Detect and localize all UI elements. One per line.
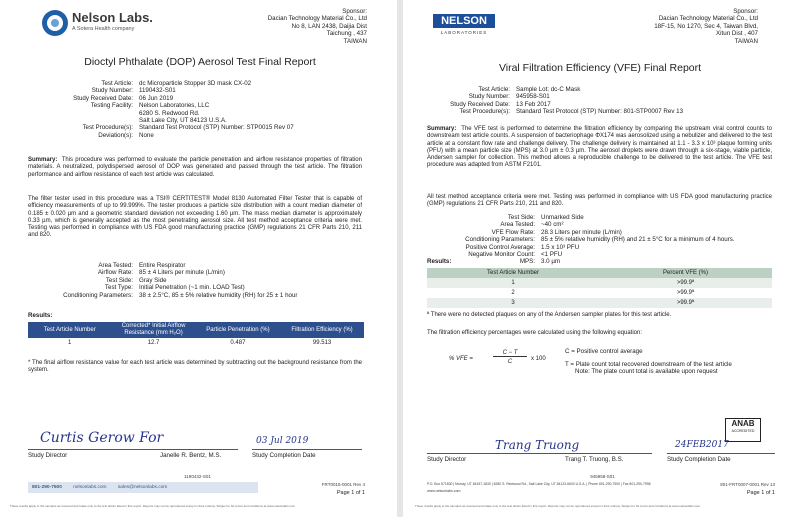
condition-label: VFE Flow Rate: <box>491 228 535 236</box>
footer-fine-print: These results apply to the samples as received and relate only to the test article listed in this report. Reports may not be reproduced except in their entirety. Subject to NL terms and conditions at www.nelsonlabs.com <box>415 504 701 508</box>
table-row <box>427 278 772 288</box>
table-cell: 3 <box>427 298 599 308</box>
sponsor-label: Sponsor: <box>342 8 367 15</box>
compliance-paragraph: All test method acceptance criteria were met. Testing was performed in compliance with US FDA good manufacturing practice (GMP) regulations 21 CFR Parts 210, 211 and 820. <box>427 194 772 208</box>
sponsor-block <box>578 8 758 45</box>
method-paragraph: The filter tester used in this procedure was a TSI® CERTITEST® Model 8130 Automated Filter Tester that is capable of efficiency measurements of up to 99.999%. The tester produces a particle size distribution with a count median diameter of 0.185 ± 0.020 µm and a geometric standard deviation not exceeding 1.60 µm. The mass median diameter is approximately 0.33 µm, which is generally accepted as the most penetrating aerosol size. All test method acceptance criteria were met. Testing was performed in compliance with US FDA good manufacturing practice (GMP) regulations 21 CFR Parts 210, 211 and 820. <box>28 196 362 239</box>
dop-results-table <box>28 322 364 347</box>
summary-label: Summary: <box>427 126 457 132</box>
equation-numerator: C − T <box>493 350 527 357</box>
date-signature: 03 Jul 2019 <box>256 436 309 446</box>
footnote: ª There were no detected plaques on any of the Andersen sampler plates for this test article. <box>427 312 672 318</box>
table-header-row <box>28 322 364 338</box>
results-label: Results: <box>427 258 452 265</box>
table-header: Particle Penetration (%) <box>196 322 280 338</box>
equation-t-definition: T = Plate count total recovered downstream of the test article <box>565 361 732 368</box>
footer-email[interactable]: sales@nelsonlabs.com <box>117 485 168 490</box>
director-label: Study Director <box>28 452 68 459</box>
field-value: Sample Lot: dc-C Mask <box>516 86 581 93</box>
field-label: Test Article: <box>478 86 510 93</box>
table-row <box>427 288 772 298</box>
sponsor-block <box>207 8 367 45</box>
condition-label: Area Tested: <box>500 221 535 229</box>
footer-contact-bar <box>28 482 258 493</box>
vfe-results-table <box>427 268 772 308</box>
table-row <box>28 338 364 347</box>
condition-value: 1.5 x 10³ PFU <box>541 243 580 251</box>
sponsor-label: Sponsor: <box>733 8 758 15</box>
footer-website[interactable]: www.nelsonlabs.com <box>427 489 461 493</box>
footer-page: Page 1 of 1 <box>746 490 775 496</box>
logo-tagline: LABORATORIES <box>440 30 488 35</box>
sponsor-line: Dacian Technology Material Co., Ltd <box>658 15 758 23</box>
field-label: Test Procedure(s): <box>82 124 133 132</box>
field-value: 06 Jun 2019 <box>139 94 174 102</box>
field-value: 13 Feb 2017 <box>516 100 551 108</box>
condition-value: Unmarked Side <box>541 214 584 221</box>
vfe-equation <box>435 346 775 380</box>
field-value: Nelson Laboratories, LLC <box>139 102 210 110</box>
footer-phone: 801-290-7500 <box>32 485 62 490</box>
footer-page: Page 1 of 1 <box>336 490 365 496</box>
condition-value: 85 ± 5% relative humidity (RH) and 21 ± 5°C for a minimum of 4 hours. <box>541 236 735 244</box>
summary-label: Summary: <box>28 157 58 163</box>
date-label: Study Completion Date <box>667 456 731 463</box>
nelson-labs-logo-icon <box>40 8 70 38</box>
field-label: Study Received Date: <box>450 100 510 108</box>
condition-label: Positive Control Average: <box>465 243 535 251</box>
condition-label: Test Side: <box>105 276 133 284</box>
table-cell: >99.9ª <box>676 290 695 296</box>
test-conditions <box>425 214 785 266</box>
sponsor-line: Dacian Technology Material Co., Ltd <box>267 15 367 23</box>
date-label: Study Completion Date <box>252 452 316 459</box>
date-signature: 24FEB2017 <box>675 440 729 450</box>
condition-value: Entire Respirator <box>139 262 186 269</box>
study-fields <box>20 80 380 139</box>
equation-denominator: C <box>507 359 513 365</box>
field-label: Study Number: <box>468 93 510 101</box>
field-value: 1190432-S01 <box>139 87 176 95</box>
footnote: * The final airflow resistance value for each test article was determined by subtracting out the background resistance from the system. <box>28 360 362 374</box>
condition-label: Airflow Rate: <box>97 269 133 277</box>
condition-value: Initial Penetration (~1 min. LOAD Test) <box>139 284 245 292</box>
condition-value: 3.0 µm <box>541 258 561 266</box>
date-signature-line <box>252 449 362 450</box>
test-conditions <box>20 262 380 299</box>
director-name: Janelle R. Bentz, M.S. <box>160 452 222 459</box>
footer-address: P.O. Box 571830 | Murray, UT 84157-1830 | 6280 S. Redwood Rd., Salt Lake City, UT 84123-6600 U.S.A. | Phone 801-290-7500 | Fax 801-290-7998 <box>427 482 651 486</box>
footer-website[interactable]: nelsonlabs.com <box>73 485 107 490</box>
field-label: Testing Facility: <box>90 102 133 110</box>
condition-label: MPS: <box>519 258 535 266</box>
table-header: Test Article Number <box>427 268 599 278</box>
director-signature: Curtis Gerow For <box>40 430 164 446</box>
footer-fine-print: These results apply to the samples as received and relate only to the test article listed in this report. Reports may not be reproduced except in their entirety. Subject to NL terms and conditions at www.nelsonlabs.com <box>10 504 296 508</box>
anab-accreditation-icon <box>725 418 761 442</box>
director-signature-line <box>427 453 652 454</box>
sponsor-line: Taichung , 437 <box>326 30 367 38</box>
table-header: Percent VFE (%) <box>599 268 772 278</box>
table-cell: 12.7 <box>147 339 160 346</box>
page-divider <box>397 0 403 517</box>
director-label: Study Director <box>427 456 467 463</box>
table-row <box>427 298 772 308</box>
sponsor-line: 18F-15, No 1270, Sec 4, Taiwan Blvd, <box>654 22 758 30</box>
footer-study-id: 945958-S01 <box>590 474 615 479</box>
footer-revision: 801-FRT0007-0001 Rev 13 <box>720 482 775 487</box>
equation-c-definition: C = Positive control average <box>565 348 643 355</box>
field-value: 945958-S01 <box>516 93 550 101</box>
equation-intro: The filtration efficiency percentages were calculated using the following equation: <box>427 330 643 336</box>
table-header-row <box>427 268 772 278</box>
sponsor-line: No 8, LAN 2438, Daijia Dist <box>291 22 367 30</box>
field-label: Study Received Date: <box>73 94 133 102</box>
table-cell: 1 <box>427 278 599 288</box>
table-cell: >99.9ª <box>599 298 772 308</box>
report-title: Dioctyl Phthalate (DOP) Aerosol Test Final Report <box>84 56 316 68</box>
director-signature-line <box>28 449 238 450</box>
field-value: Standard Test Protocol (STP) Number: STP0015 Rev 07 <box>139 124 294 132</box>
summary-text: The VFE test is performed to determine the filtration efficiency by comparing the upstream viral control counts to downstream test article counts. A suspension of bacteriophage ΦX174 was aerosolized using a nebulizer and delivered to the test article at a constant flow rate and challenge delivery. The challenge delivery is maintained at 1.1 - 3.3 x 10³ plaque forming units (PFU) with a mean particle size (MPS) at 3.0 µm ± 0.3 µm. The aerosol droplets were drawn through a six-stage, viable particle, Andersen sampler for collection. This method allows a reproducible challenge to be delivered to the test article. The VFE test procedure was adapted from ASTM F2101. <box>427 126 773 169</box>
field-label <box>20 117 139 124</box>
equation-lhs: % VFE = <box>449 356 473 362</box>
table-header: Corrected* Initial Airflow Resistance (mm H₂O) <box>111 322 195 338</box>
table-header: Filtration Efficiency (%) <box>280 322 364 338</box>
field-value: 6280 S. Redwood Rd. <box>139 109 200 117</box>
anab-sublabel: ACCREDITED <box>731 429 755 433</box>
date-signature-line <box>667 453 775 454</box>
table-cell: 0.487 <box>230 339 246 346</box>
condition-value: ~40 cm² <box>541 221 564 229</box>
footer-study-id: 1190432-S01 <box>184 474 211 479</box>
equation-note: Note: The plate count total is available upon request <box>575 368 718 375</box>
condition-label: Negative Monitor Count: <box>468 251 535 259</box>
table-cell: 99.513 <box>312 339 332 346</box>
condition-label: Test Side: <box>507 214 535 221</box>
sponsor-line: TAIWAN <box>734 37 758 45</box>
condition-value: 28.3 Liters per minute (L/min) <box>541 228 622 236</box>
condition-value: 38 ± 2.5°C, 85 ± 5% relative humidity (RH) for 25 ± 1 hour <box>139 291 298 299</box>
sponsor-line: Xitun Dist , 407 <box>716 30 758 38</box>
results-label: Results: <box>28 312 53 319</box>
summary-text: This procedure was performed to evaluate the particle penetration and airflow resistance properties of filtration materials. A neutralized, polydispersed aerosol of DOP was generated and passed through the test article. The filtration performance and airflow resistance of each test article was calculated. <box>28 157 362 178</box>
table-cell: >99.9ª <box>599 278 772 288</box>
director-name: Trang T. Truong, B.S. <box>565 456 624 463</box>
condition-value: <1 PFU <box>541 251 563 259</box>
condition-label: Area Tested: <box>98 262 133 269</box>
anab-label: ANAB <box>731 419 755 428</box>
equation-multiplier: x 100 <box>531 356 546 362</box>
dop-report-page <box>0 0 395 517</box>
nelson-logo-wordmark: NELSON <box>433 14 495 28</box>
field-label: Study Number: <box>91 87 133 95</box>
sponsor-line: TAIWAN <box>343 37 367 45</box>
table-cell: 1 <box>68 339 72 346</box>
condition-label: Test Type: <box>104 284 133 292</box>
footer-revision: FRT0015-0001 Rev 4 <box>321 482 365 487</box>
field-value: None <box>139 131 154 139</box>
condition-value: Gray Side <box>139 276 167 284</box>
director-signature: Trang Truong <box>495 438 580 452</box>
field-value: dc Microparticle Stopper 3D mask CX-02 <box>139 80 252 87</box>
condition-label: Conditioning Parameters: <box>63 291 133 299</box>
condition-value: 85 ± 4 Liters per minute (L/min) <box>139 269 225 277</box>
field-label: Deviation(s): <box>98 131 133 139</box>
field-label <box>20 110 139 117</box>
summary-paragraph <box>427 126 772 170</box>
field-value: Salt Lake City, UT 84123 U.S.A. <box>139 117 227 125</box>
vfe-report-page <box>405 0 800 517</box>
table-cell: 2 <box>511 290 515 296</box>
field-value: Standard Test Protocol (STP) Number: 801-STP0007 Rev 13 <box>516 108 684 116</box>
field-label: Test Procedure(s): <box>459 108 510 116</box>
logo-tagline: A Sotera Health company <box>72 26 135 32</box>
condition-label: Conditioning Parameters: <box>465 236 535 244</box>
report-title: Viral Filtration Efficiency (VFE) Final Report <box>498 62 702 74</box>
table-header: Test Article Number <box>28 322 111 338</box>
summary-paragraph <box>28 157 362 179</box>
logo-name: Nelson Labs. <box>72 10 153 25</box>
field-label: Test Article: <box>101 80 133 87</box>
study-fields <box>425 86 785 116</box>
